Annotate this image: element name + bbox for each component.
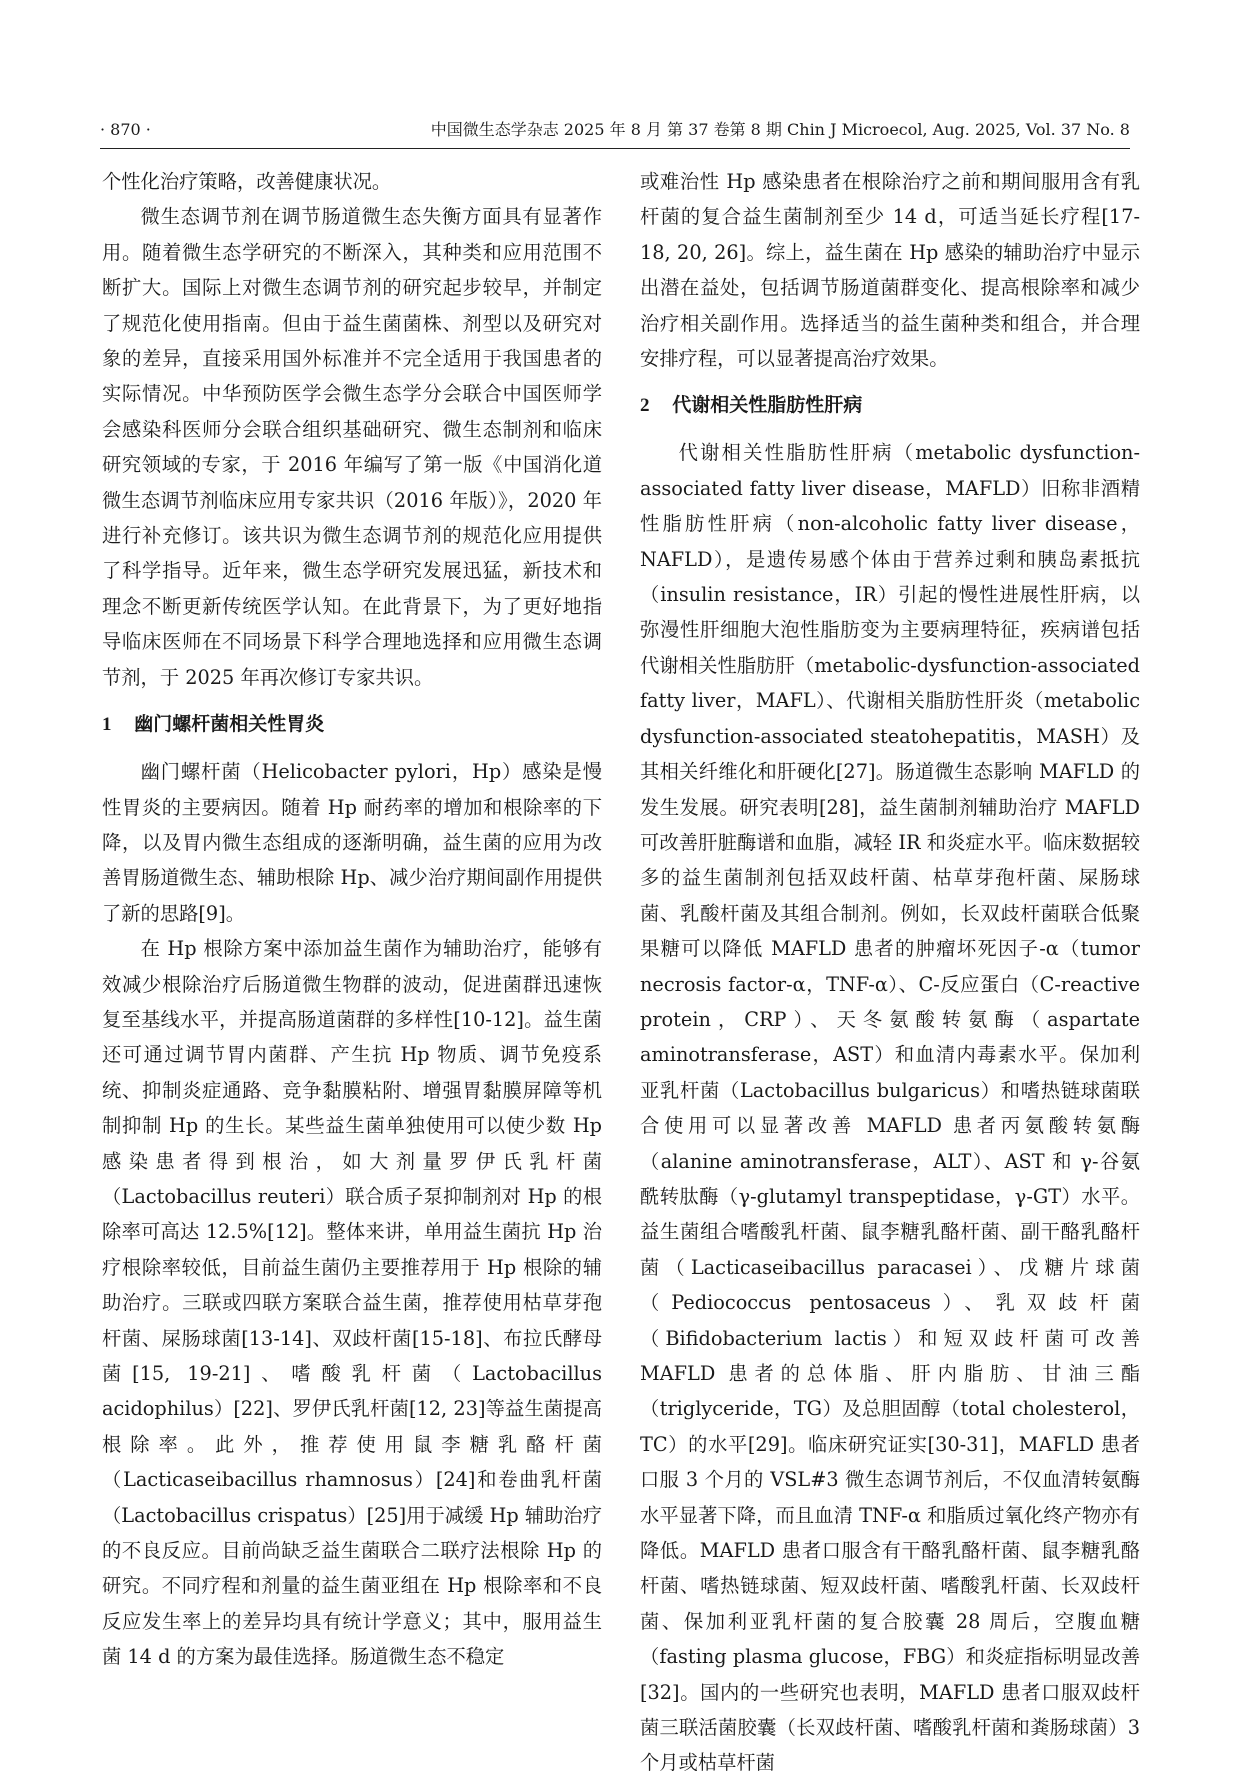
journal-citation: 中国微生态学杂志 2025 年 8 月 第 37 卷第 8 期 Chin J Microecol, Aug. 2025, Vol. 37 No. 8: [430, 120, 1130, 139]
page-number: · 870 ·: [100, 120, 151, 139]
section-number: 2: [640, 395, 650, 417]
paragraph: 或难治性 Hp 感染患者在根除治疗之前和期间服用含有乳杆菌的复合益生菌制剂至少 14 d，可适当延长疗程[17-18, 20, 26]。综上，益生菌在 Hp 感染的辅助治疗中显示出潜在益处，包括调节肠道菌群变化、提高根除率和减少治疗相关副作用。选择适当的益生菌种类和组合，并合理安排疗程，可以显著提高治疗效果。: [640, 170, 1140, 371]
right-column: [640, 164, 1140, 1781]
section-heading: [102, 709, 602, 740]
section-heading: [640, 390, 1140, 421]
section-number: 1: [102, 714, 112, 736]
left-column: [102, 164, 602, 1675]
section-title: 幽门螺杆菌相关性胃炎: [134, 713, 325, 736]
section-title: 代谢相关性脂肪性肝病: [672, 394, 863, 417]
paragraph: 幽门螺杆菌（Helicobacter pylori，Hp）感染是慢性胃炎的主要病因。随着 Hp 耐药率的增加和根除率的下降，以及胃内微生态组成的逐渐明确，益生菌的应用为改善胃肠道微生态、辅助根除 Hp、减少治疗期间副作用提供了新的思路[9]。: [102, 760, 602, 925]
header-rule: [100, 148, 1130, 149]
paragraph: 代谢相关性脂肪性肝病（metabolic dysfunction-associated fatty liver disease，MAFLD）旧称非酒精性脂肪性肝病（non-alcoholic fatty liver disease，NAFLD），是遗传易感个体由于营养过剩和胰岛素抵抗（insulin resistance，IR）引起的慢性进展性肝病，以弥漫性肝细胞大泡性脂肪变为主要病理特征，疾病谱包括代谢相关性脂肪肝（metabolic-dysfunction-associated fatty liver，MAFL）、代谢相关脂肪性肝炎（metabolic dysfunction-associated steatohepatitis，MASH）及其相关纤维化和肝硬化[27]。肠道微生态影响 MAFLD 的发生发展。研究表明[28]，益生菌制剂辅助治疗 MAFLD 可改善肝脏酶谱和血脂，减轻 IR 和炎症水平。临床数据较多的益生菌制剂包括双歧杆菌、枯草芽孢杆菌、屎肠球菌、乳酸杆菌及其组合制剂。例如，长双歧杆菌联合低聚果糖可以降低 MAFLD 患者的肿瘤坏死因子-α（tumor necrosis factor-α，TNF-α）、C-反应蛋白（C-reactive protein，CRP）、天冬氨酸转氨酶（aspartate aminotransferase，AST）和血清内毒素水平。保加利亚乳杆菌（Lactobacillus bulgaricus）和嗜热链球菌联合使用可以显著改善 MAFLD 患者丙氨酸转氨酶（alanine aminotransferase，ALT）、AST 和 γ-谷氨酰转肽酶（γ-glutamyl transpeptidase，γ-GT）水平。益生菌组合嗜酸乳杆菌、鼠李糖乳酪杆菌、副干酪乳酪杆菌（Lacticaseibacillus paracasei）、戊糖片球菌（Pediococcus pentosaceus）、乳双歧杆菌（Bifidobacterium lactis）和短双歧杆菌可改善 MAFLD 患者的总体脂、肝内脂肪、甘油三酯（triglyceride，TG）及总胆固醇（total cholesterol，TC）的水平[29]。临床研究证实[30-31]，MAFLD 患者口服 3 个月的 VSL#3 微生态调节剂后，不仅血清转氨酶水平显著下降，而且血清 TNF-α 和脂质过氧化终产物亦有降低。MAFLD 患者口服含有干酪乳酪杆菌、鼠李糖乳酪杆菌、嗜热链球菌、短双歧杆菌、嗜酸乳杆菌、长双歧杆菌、保加利亚乳杆菌的复合胶囊 28 周后，空腹血糖（fasting plasma glucose，FBG）和炎症指标明显改善[32]。国内的一些研究也表明，MAFLD 患者口服双歧杆菌三联活菌胶囊（长双歧杆菌、嗜酸乳杆菌和粪肠球菌）3 个月或枯草杆菌: [640, 441, 1140, 1775]
running-header: [100, 116, 1130, 144]
paragraph: 在 Hp 根除方案中添加益生菌作为辅助治疗，能够有效减少根除治疗后肠道微生物群的波动，促进菌群迅速恢复至基线水平，并提高肠道菌群的多样性[10-12]。益生菌还可通过调节胃内菌群、产生抗 Hp 物质、调节免疫系统、抑制炎症通路、竞争黏膜粘附、增强胃黏膜屏障等机制抑制 Hp 的生长。某些益生菌单独使用可以使少数 Hp 感染患者得到根治，如大剂量罗伊氏乳杆菌（Lactobacillus reuteri）联合质子泵抑制剂对 Hp 的根除率可高达 12.5%[12]。整体来讲，单用益生菌抗 Hp 治疗根除率较低，目前益生菌仍主要推荐用于 Hp 根除的辅助治疗。三联或四联方案联合益生菌，推荐使用枯草芽孢杆菌、屎肠球菌[13-14]、双歧杆菌[15-18]、布拉氏酵母菌[15, 19-21]、嗜酸乳杆菌（Lactobacillus acidophilus）[22]、罗伊氏乳杆菌[12, 23]等益生菌提高根除率。此外，推荐使用鼠李糖乳酪杆菌（Lacticaseibacillus rhamnosus）[24]和卷曲乳杆菌（Lactobacillus crispatus）[25]用于减缓 Hp 辅助治疗的不良反应。目前尚缺乏益生菌联合二联疗法根除 Hp 的研究。不同疗程和剂量的益生菌亚组在 Hp 根除率和不良反应发生率上的差异均具有统计学意义；其中，服用益生菌 14 d 的方案为最佳选择。肠道微生态不稳定: [102, 937, 602, 1669]
paragraph: 微生态调节剂在调节肠道微生态失衡方面具有显著作用。随着微生态学研究的不断深入，其种类和应用范围不断扩大。国际上对微生态调节剂的研究起步较早，并制定了规范化使用指南。但由于益生菌菌株、剂型以及研究对象的差异，直接采用国外标准并不完全适用于我国患者的实际情况。中华预防医学会微生态学分会联合中国医师学会感染科医师分会联合组织基础研究、微生态制剂和临床研究领域的专家，于 2016 年编写了第一版《中国消化道微生态调节剂临床应用专家共识（2016 年版）》，2020 年进行补充修订。该共识为微生态调节剂的规范化应用提供了科学指导。近年来，微生态学研究发展迅猛，新技术和理念不断更新传统医学认知。在此背景下，为了更好地指导临床医师在不同场景下科学合理地选择和应用微生态调节剂，于 2025 年再次修订专家共识。: [102, 205, 602, 689]
paragraph: 个性化治疗策略，改善健康状况。: [102, 170, 392, 193]
